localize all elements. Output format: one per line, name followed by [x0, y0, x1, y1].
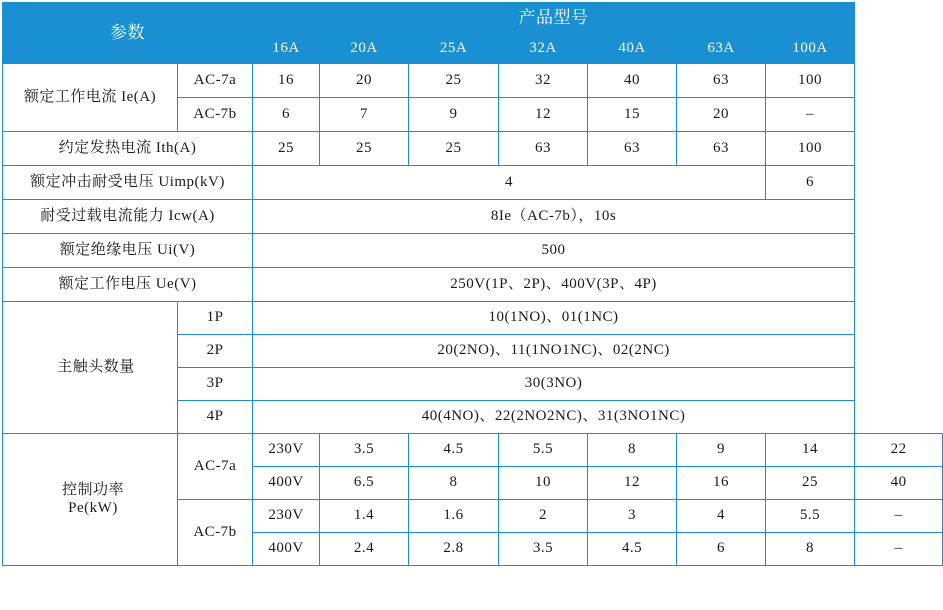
subrow-label-ac7b: AC-7b [178, 98, 253, 132]
cell-power-b400-63a: 8 [766, 533, 855, 566]
cell-power-a230-63a: 14 [766, 434, 855, 467]
subrow-label-400v-a: 400V [253, 467, 320, 500]
cell-thermal-40a: 63 [588, 132, 677, 166]
row-label-thermal-current: 约定发热电流 Ith(A) [3, 132, 253, 166]
cell-main-contacts-3p: 30(3NO) [253, 368, 855, 401]
cell-main-contacts-4p: 40(4NO)、22(2NO2NC)、31(3NO1NC) [253, 401, 855, 434]
cell-rated-current-b-32a: 12 [499, 98, 588, 132]
cell-rated-current-b-40a: 15 [588, 98, 677, 132]
cell-power-b230-16a: 1.4 [320, 500, 409, 533]
cell-power-a400-40a: 16 [677, 467, 766, 500]
group-label-ac7a: AC-7a [178, 434, 253, 500]
row-label-impulse-voltage: 额定冲击耐受电压 Uimp(kV) [3, 166, 253, 200]
cell-rated-current-a-100a: 100 [766, 64, 855, 98]
subrow-label-ac7a: AC-7a [178, 64, 253, 98]
cell-power-a230-40a: 9 [677, 434, 766, 467]
cell-power-b230-20a: 1.6 [409, 500, 499, 533]
header-model-32a: 32A [499, 34, 588, 64]
table-row-overload-capacity [3, 200, 943, 234]
cell-power-a230-32a: 8 [588, 434, 677, 467]
subrow-label-400v-b: 400V [253, 533, 320, 566]
row-label-rated-current: 额定工作电流 Ie(A) [3, 64, 178, 132]
cell-power-b230-63a: 5.5 [766, 500, 855, 533]
cell-impulse-main: 4 [253, 166, 766, 200]
cell-power-a230-16a: 3.5 [320, 434, 409, 467]
header-model-100a: 100A [766, 34, 855, 64]
cell-power-a230-25a: 5.5 [499, 434, 588, 467]
subrow-label-3p: 3P [178, 368, 253, 401]
table-row-insulation-voltage [3, 234, 943, 268]
cell-power-b400-16a: 2.4 [320, 533, 409, 566]
cell-power-b230-40a: 4 [677, 500, 766, 533]
cell-rated-current-b-20a: 7 [320, 98, 409, 132]
table-row-rated-current-ac7a [3, 64, 943, 98]
cell-rated-current-a-16a: 16 [253, 64, 320, 98]
control-power-label-line2: Pe(kW) [68, 499, 118, 516]
table-row-thermal-current [3, 132, 943, 166]
cell-overload-capacity: 8Ie（AC-7b），10s [253, 200, 855, 234]
table-row-main-contacts-1p [3, 302, 943, 335]
cell-rated-current-a-63a: 63 [677, 64, 766, 98]
row-label-overload-capacity: 耐受过载电流能力 Icw(A) [3, 200, 253, 234]
control-power-label-line1: 控制功率 [61, 482, 124, 499]
cell-rated-current-b-63a: 20 [677, 98, 766, 132]
row-label-working-voltage: 额定工作电压 Ue(V) [3, 268, 253, 302]
cell-power-a400-16a: 6.5 [320, 467, 409, 500]
subrow-label-2p: 2P [178, 335, 253, 368]
cell-thermal-100a: 100 [766, 132, 855, 166]
cell-rated-current-b-25a: 9 [409, 98, 499, 132]
header-model-16a: 16A [253, 34, 320, 64]
cell-power-b230-25a: 2 [499, 500, 588, 533]
cell-main-contacts-2p: 20(2NO)、11(1NO1NC)、02(2NC) [253, 335, 855, 368]
header-model-label: 产品型号 [253, 3, 855, 34]
cell-power-a400-20a: 8 [409, 467, 499, 500]
table-row-working-voltage [3, 268, 943, 302]
cell-thermal-16a: 25 [253, 132, 320, 166]
cell-thermal-32a: 63 [499, 132, 588, 166]
header-model-25a: 25A [409, 34, 499, 64]
cell-power-a400-25a: 10 [499, 467, 588, 500]
cell-power-b400-25a: 3.5 [499, 533, 588, 566]
cell-power-b400-40a: 6 [677, 533, 766, 566]
cell-rated-current-a-32a: 32 [499, 64, 588, 98]
subrow-label-230v-b: 230V [253, 500, 320, 533]
row-label-insulation-voltage: 额定绝缘电压 Ui(V) [3, 234, 253, 268]
header-parameter-label: 参数 [3, 3, 253, 64]
cell-power-a400-32a: 12 [588, 467, 677, 500]
cell-power-a400-100a: 40 [855, 467, 943, 500]
cell-working-voltage: 250V(1P、2P)、400V(3P、4P) [253, 268, 855, 302]
cell-power-b400-20a: 2.8 [409, 533, 499, 566]
cell-rated-current-b-16a: 6 [253, 98, 320, 132]
header-model-63a: 63A [677, 34, 766, 64]
cell-power-a400-63a: 25 [766, 467, 855, 500]
cell-power-b230-100a: – [855, 500, 943, 533]
cell-thermal-20a: 25 [320, 132, 409, 166]
cell-impulse-100a: 6 [766, 166, 855, 200]
header-model-20a: 20A [320, 34, 409, 64]
table-header-row-1 [3, 3, 943, 34]
subrow-label-4p: 4P [178, 401, 253, 434]
cell-thermal-25a: 25 [409, 132, 499, 166]
header-model-40a: 40A [588, 34, 677, 64]
subrow-label-1p: 1P [178, 302, 253, 335]
cell-rated-current-a-40a: 40 [588, 64, 677, 98]
cell-power-a230-20a: 4.5 [409, 434, 499, 467]
subrow-label-230v-a: 230V [253, 434, 320, 467]
row-label-control-power [3, 434, 178, 566]
group-label-ac7b: AC-7b [178, 500, 253, 566]
cell-rated-current-a-25a: 25 [409, 64, 499, 98]
cell-insulation-voltage: 500 [253, 234, 855, 268]
cell-rated-current-b-100a: – [766, 98, 855, 132]
specification-table [2, 2, 943, 566]
cell-power-a230-100a: 22 [855, 434, 943, 467]
cell-rated-current-a-20a: 20 [320, 64, 409, 98]
cell-power-b230-32a: 3 [588, 500, 677, 533]
cell-power-b400-100a: – [855, 533, 943, 566]
row-label-main-contacts: 主触头数量 [3, 302, 178, 434]
cell-main-contacts-1p: 10(1NO)、01(1NC) [253, 302, 855, 335]
cell-thermal-63a: 63 [677, 132, 766, 166]
cell-power-b400-32a: 4.5 [588, 533, 677, 566]
table-row-impulse-voltage [3, 166, 943, 200]
